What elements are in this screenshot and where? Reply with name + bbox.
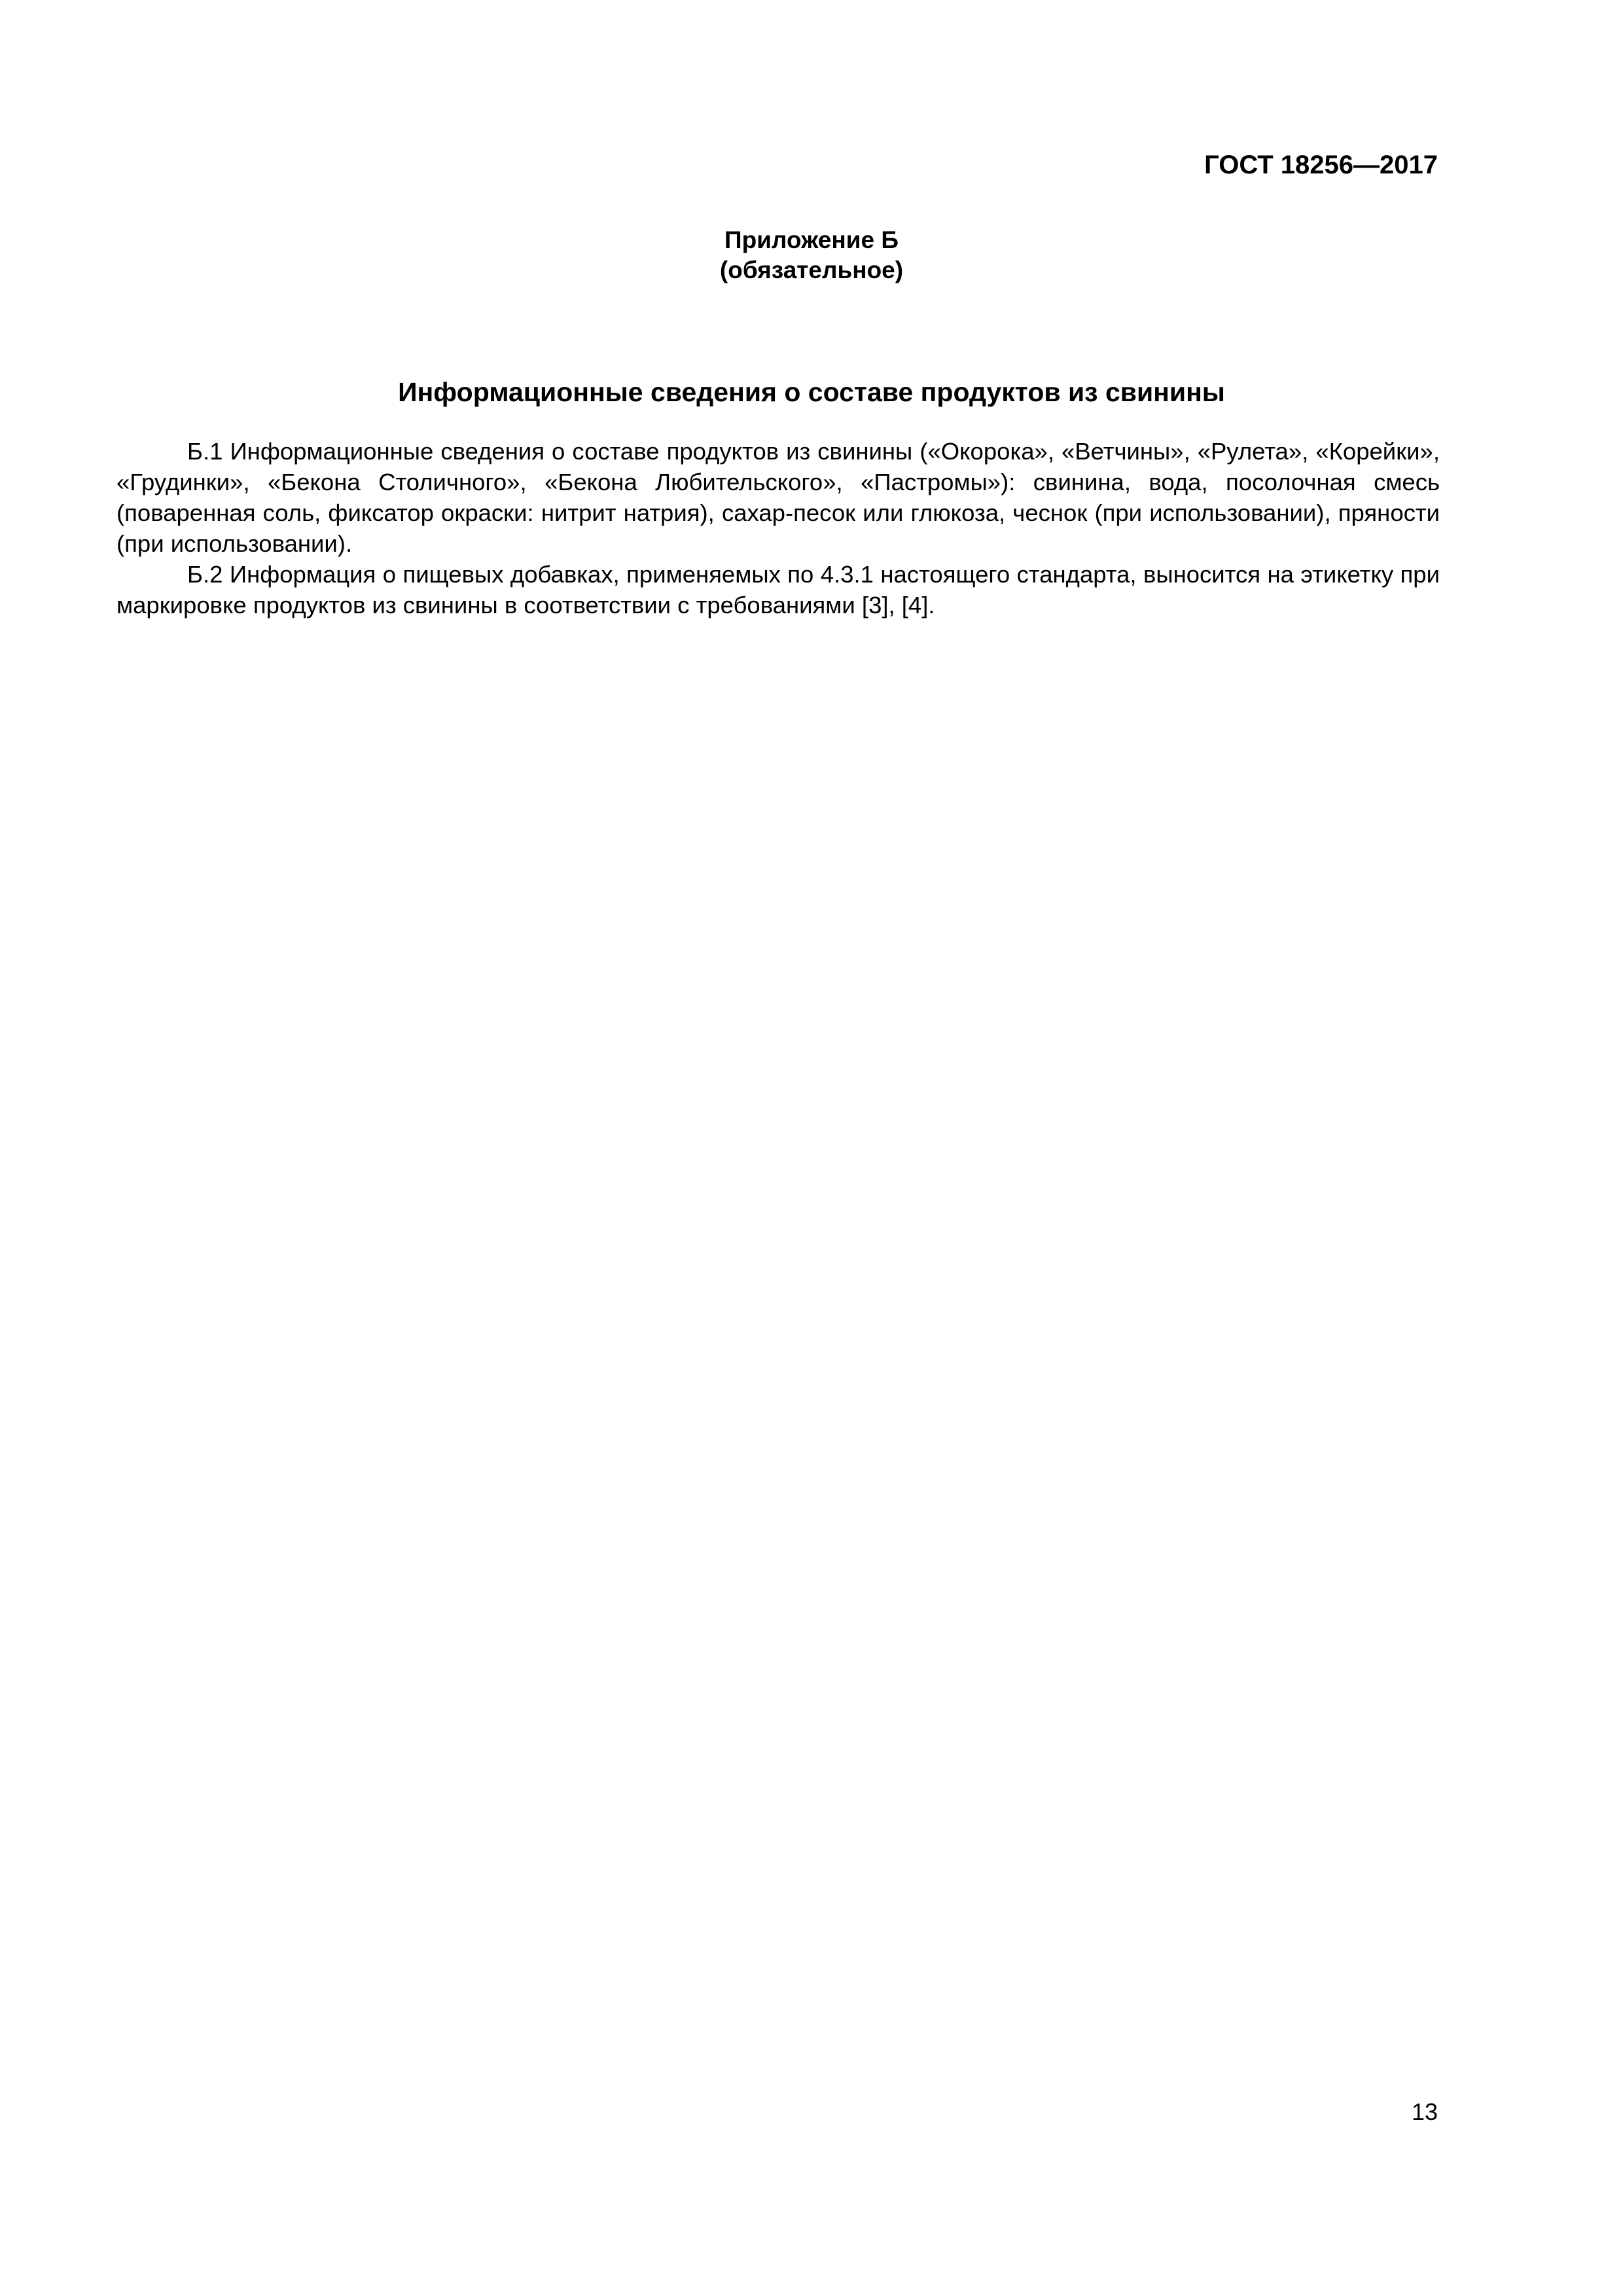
page-number: 13 [1411,2098,1438,2125]
body-text [116,436,1440,620]
paragraph-b1: Б.1 Информационные сведения о составе продуктов из свинины («Окорока», «Ветчины», «Рулета», «Корейки», «Грудинки», «Бекона Столичного», «Бекона Любительского», «Пастромы»): свинина, вода, посолочная смесь (поваренная соль, фиксатор окраски: нитрит натрия), сахар-песок или глюкоза, чеснок (при использовании), пряности (при использовании). [116,438,1440,557]
paragraph-b2: Б.2 Информация о пищевых добавках, применяемых по 4.3.1 настоящего стандарта, выносится на этикетку при маркировке продуктов из свинины в соответствии с требованиями [3], [4]. [116,561,1440,619]
appendix-status: (обязательное) [719,257,904,283]
section-title: Информационные сведения о составе продуктов из свинины [398,377,1225,407]
appendix-title: Приложение Б [724,226,899,253]
document-code: ГОСТ 18256—2017 [1204,151,1438,179]
appendix-heading [0,225,1623,285]
